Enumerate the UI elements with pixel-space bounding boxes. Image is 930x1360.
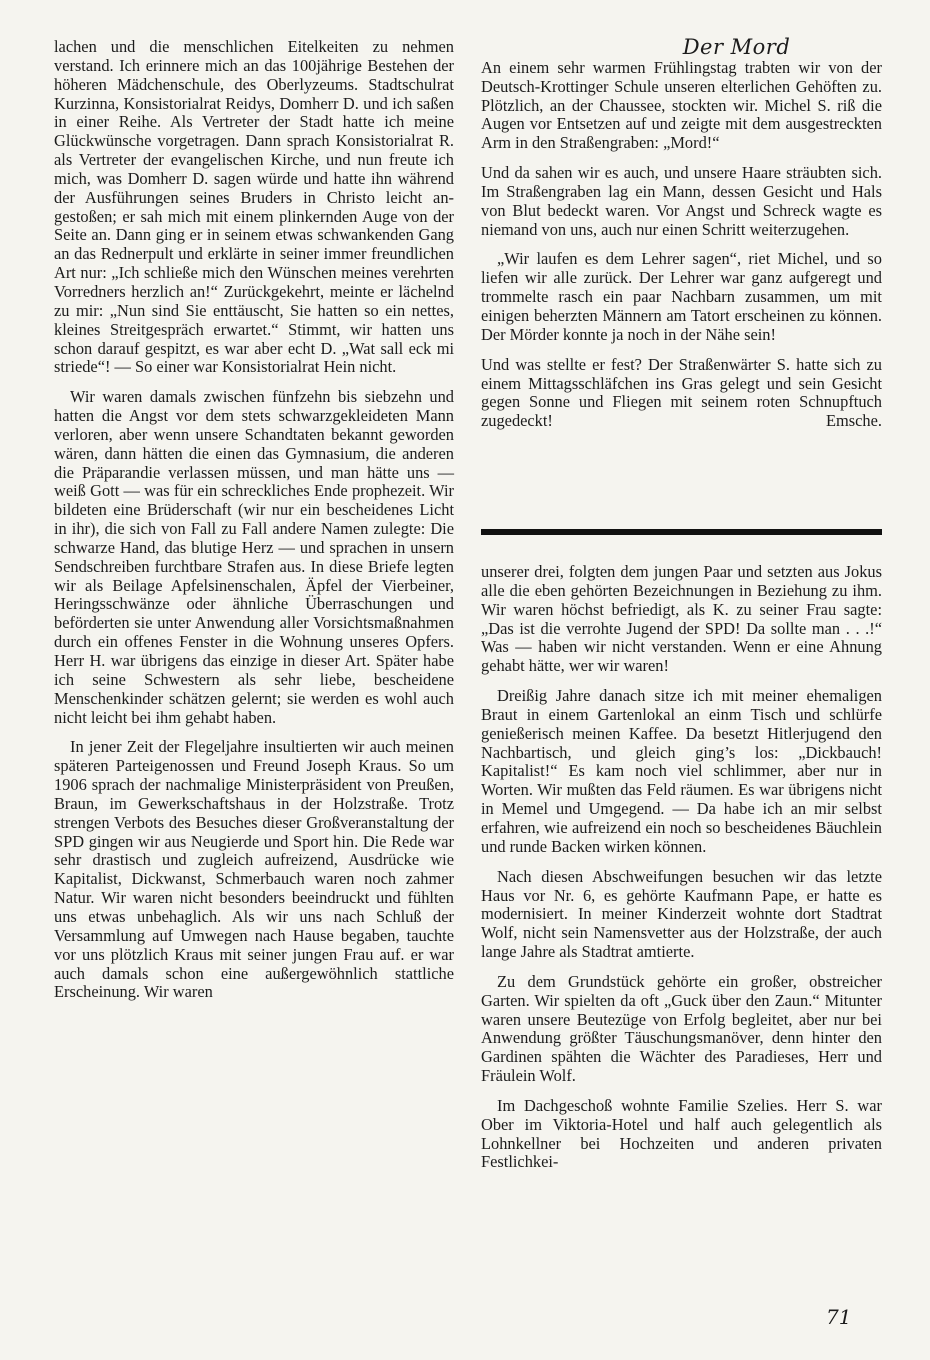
left-column (54, 38, 454, 1013)
paragraph: Nach diesen Abschweifungen besuchen wir das letzte Haus vor Nr. 6, es gehörte Kaufmann Pape, er hatte es modernisiert. In meiner Kinderzeit wohnte dort Stadtrat Wolf, nicht sein Namensvetter aus der Holzstraße, der auch lange Jahre als Stadtrat amtierte. (481, 866, 882, 962)
paragraph: Dreißig Jahre danach sitze ich mit meiner ehemaligen Braut in einem Gartenlokal an einm Tisch und schlürfe genießerisch meinen Kaffee. Da besetzt Hitlerjugend den Nachbartisch, und gleich ging’s los: „Dickbauch! Kapitalist!“ Es kam noch viel schlimmer, aber nur in Worten. Wir mußten das Feld räumen. Es war übrigens nicht in Memel und Umgegend. — Da habe ich an mir selbst erfahren, wie aufreizend ein noch so bescheidenes Bäuchlein und runde Backen wirken können. (481, 686, 882, 856)
paragraph: An einem sehr warmen Frühlingstag trabten wir von der Deutsch-Krottinger Schule unseren elterlichen Gehöften zu. Plötzlich, an der Chaussee, stockten wir. Michel S. riß die Augen vor Entsetzen auf und zeigte mit dem ausgestreckten Arm in den Straßengraben: „Mord!“ (481, 57, 882, 153)
paragraph-with-signoff (481, 356, 882, 431)
right-column (481, 563, 882, 1183)
paragraph: Und da sahen wir es auch, und unsere Haare sträubten sich. Im Straßengraben lag ein Mann, dessen Gesicht und Hals von Blut bedeckt waren. Vor Angst und Schreck wagte es niemand von uns, auch nur einen Schritt weiterzugehen. (481, 163, 882, 239)
paragraph: Zu dem Grundstück gehörte ein großer, obstreicher Garten. Wir spielten da oft „Guck über den Zaun.“ Mitunter waren unsere Beutezüge von Erfolg begleitet, aber nur bei Anwendung größter Täuschungsmanöver, denn hinter den Gardinen spähten die Wächter des Paradieses, Herr und Fräulein Wolf. (481, 971, 882, 1086)
author-signature: Emsche. (826, 411, 882, 431)
story-box (481, 35, 882, 431)
paragraph: unserer drei, folgten dem jungen Paar und setzten aus Jokus alle die eben gehörten Bezeichnungen in Beziehung zu ihm. Wir waren höchst befriedigt, als K. zu seiner Frau sagte: „Das ist die verrohte Jugend der SPD! Da sollte man . . .!“ Was — haben wir nicht verstanden. Wenn er eine Ahnung gehabt hätte, wer wir waren! (481, 562, 882, 676)
paragraph: In jener Zeit der Flegeljahre insultierten wir auch meinen späteren Parteigenossen und Freund Joseph Kraus. So um 1906 sprach der nachmalige Ministerpräsident von Preußen, Braun, im Gewerkschaftshaus in der Holzstraße. Trotz strengen Verbots des Besuches dieser Großveranstaltung der SPD gingen wir aus Neugierde und Sport hin. Die Rede war sehr drastisch und zugleich aufreizend, Ausdrücke wie Kapitalist, Dickwanst, Schmerbauch waren noch zahmer Natur. Wir waren nicht besonders beeindruckt und fühlten uns etwas unbehaglich. Als wir uns nach Schluß der Versammlung auf Umwegen nach Hause begaben, tauchte vor uns plötzlich Kraus mit seiner jungen Frau auf. er war auch damals schon eine außergewöhnlich stattliche Erscheinung. Wir waren (54, 737, 454, 1002)
paragraph: „Wir laufen es dem Lehrer sagen“, riet Michel, und so liefen wir alle zurück. Der Lehrer war ganz aufgeregt und trommelte rasch ein paar Nachbarn zusammen, um mit einigen beherzten Männern am Tatort erscheinen zu können. Der Mörder konnte ja noch in der Nähe sein! (481, 249, 882, 344)
paragraph: lachen und die menschlichen Eitelkeiten zu nehmen verstand. Ich erinnere mich an das 100jährige Bestehen der höheren Mädchenschule, des Oberlyzeums. Stadtschulrat Kurzinna, Konsistorialrat Reidys, Domherr D. und ich saßen in einer Reihe. Als Vertreter der Stadt hatte ich meine Glückwünsche vorgetragen. Dann sprach Konsistorialrat R. als Vertreter der evangelischen Kirche, und nun freute ich mich, was Domherr D. sagen würde und hatte ihn während der Ausführungen seines Bruders in Christo leicht angestoßen; er sah mich mit einem plinkernden Auge von der Seite an. Dann ging er in seinem etwas schwankenden Gang an das Rednerpult und erklärte in seiner immer freundlichen Art nur: „Ich schließe mich den Wünschen meines verehrten Vorredners herzlich an!“ Zurückgekehrt, meinte er lächelnd zu mir: „Nun sind Sie enttäuscht, Sie hatten so ein nettes, kleines Streitgespräch erwartet.“ Stimmt, wir hatten uns schon darauf gespitzt, es war aber echt D. „Wat sall eck mi striede“! — So einer war Konsistorialrat Hein nicht. (54, 37, 454, 377)
section-divider (481, 529, 882, 535)
story-title: Der Mord (682, 35, 791, 59)
paragraph: Wir waren damals zwischen fünfzehn bis siebzehn und hatten die Angst vor dem stets schwarzgekleideten Mann verloren, aber wenn unsere Schandtaten bekannt geworden wären, dann hätten die einen das Gymnasium, die anderen die Präparandie verlassen müssen, und man hätte uns — weiß Gott — was für ein schreckliches Ende prophezeit. Wir bildeten eine Brüderschaft (wir nur ein bescheidenes Licht in ihr), die sich von Fall zu Fall andere Namen zulegte: Die schwarze Hand, das blutige Herz — und sprachen in unsern Sendschreiben furchtbare Strafen aus. In diese Briefe legten wir als Beilage Apfelsinenschalen, Äpfel der Vierbeiner, Heringsschwänze oder ähnliche Überraschungen und beförderten sie unter Anwendung aller Vorsichtsmaßnahmen durch ein offenes Fenster in die Wohnung unseres Opfers. Herr H. war übrigens das einzige in dieser Art. Später habe ich seine Schwestern als sehr liebe, bescheidene Menschenkinder schätzen gelernt; sie werden es wohl auch nicht leicht bei ihm gehabt haben. (54, 387, 454, 727)
page-number: 71 (826, 1305, 852, 1329)
paragraph: Im Dachgeschoß wohnte Familie Szelies. Herr S. war Ober im Viktoria-Hotel und half auch gelegentlich als Lohnkellner bei Hochzeiten und anderen privaten Festlichkei- (481, 1095, 882, 1172)
paragraph: Und was stellte er fest? Der Straßenwärter S. hatte sich zu einem Mittagsschläfchen ins Gras gelegt und sein Gesicht gegen Sonne und Fliegen mit seinem roten Schnupftuch zugedeckt! (481, 354, 882, 431)
